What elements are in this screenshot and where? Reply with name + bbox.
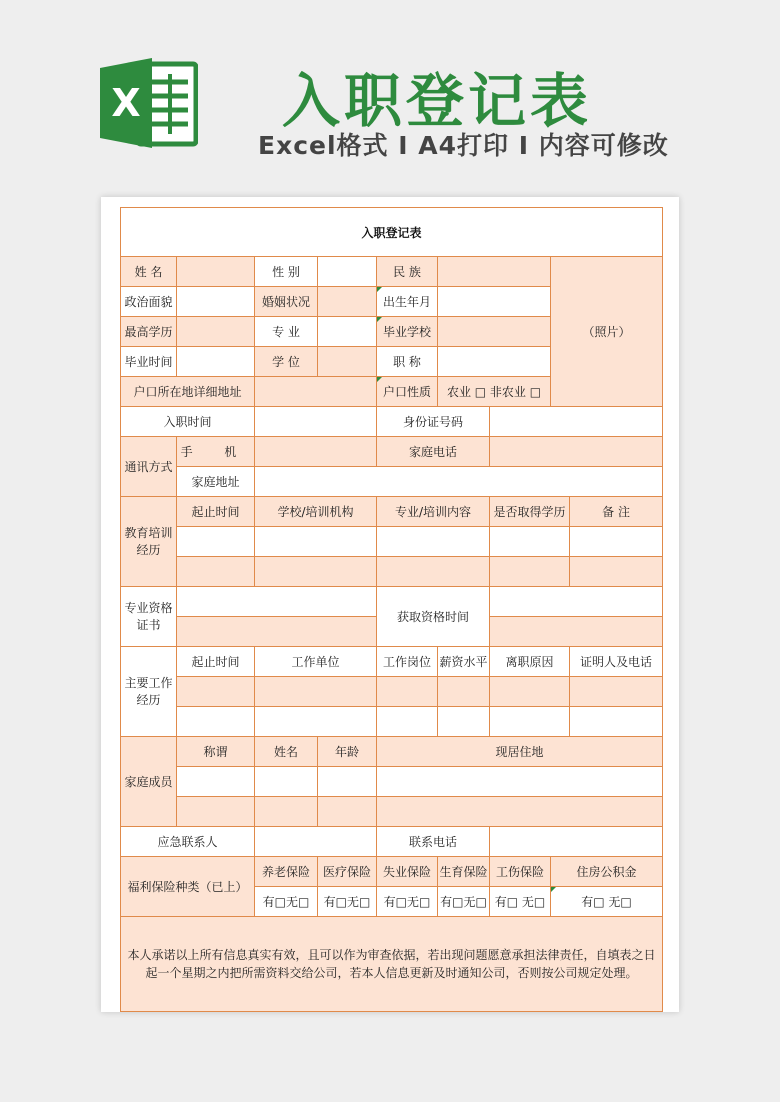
registration-form (120, 207, 663, 1012)
family-cell[interactable] (177, 797, 255, 827)
family-cell[interactable] (177, 767, 255, 797)
work-cell[interactable] (377, 707, 438, 737)
grad-time-field[interactable] (177, 347, 255, 377)
edu-cell[interactable] (255, 527, 377, 557)
grad-time-label: 毕业时间 (121, 347, 177, 377)
gender-label: 性 别 (255, 257, 318, 287)
edu-cell[interactable] (377, 527, 490, 557)
education-field[interactable] (177, 317, 255, 347)
edu-section-label: 教育培训经历 (121, 497, 177, 587)
politics-field[interactable] (177, 287, 255, 317)
degree-field[interactable] (318, 347, 377, 377)
major-label: 专 业 (255, 317, 318, 347)
welfare-pension: 养老保险 (255, 857, 318, 887)
edu-cell[interactable] (570, 527, 663, 557)
welfare-housing-fund: 住房公积金 (551, 857, 663, 887)
politics-label: 政治面貌 (121, 287, 177, 317)
welfare-medical-option[interactable]: 有□无□ (318, 887, 377, 917)
edu-header-remark: 备 注 (570, 497, 663, 527)
education-label: 最高学历 (121, 317, 177, 347)
welfare-unemployment-option[interactable]: 有□无□ (377, 887, 438, 917)
edu-cell[interactable] (570, 557, 663, 587)
work-cell[interactable] (377, 677, 438, 707)
cert-field[interactable] (177, 587, 377, 617)
ethnicity-field[interactable] (438, 257, 551, 287)
work-cell[interactable] (255, 707, 377, 737)
welfare-injury: 工伤保险 (490, 857, 551, 887)
edu-header-period: 起止时间 (177, 497, 255, 527)
work-cell[interactable] (438, 707, 490, 737)
mobile-label: 手 机 (177, 437, 255, 467)
family-cell[interactable] (377, 767, 663, 797)
family-cell[interactable] (255, 767, 318, 797)
family-header-relation: 称谓 (177, 737, 255, 767)
join-date-field[interactable] (255, 407, 377, 437)
name-label: 姓 名 (121, 257, 177, 287)
cert-time-label: 获取资格时间 (377, 587, 490, 647)
home-phone-label: 家庭电话 (377, 437, 490, 467)
degree-label: 学 位 (255, 347, 318, 377)
edu-header-major: 专业/培训内容 (377, 497, 490, 527)
family-section-label: 家庭成员 (121, 737, 177, 827)
marital-field[interactable] (318, 287, 377, 317)
declaration-text: 本人承诺以上所有信息真实有效，且可以作为审查依据，若出现问题愿意承担法律责任，自填表之日起一个星期之内把所需资料交给公司，若本人信息更新及时通知公司，否则按公司规定处理。 (121, 917, 663, 1012)
id-number-label: 身份证号码 (377, 407, 490, 437)
excel-icon (100, 56, 198, 150)
hukou-type-label: 户口性质 (377, 377, 438, 407)
edu-cell[interactable] (177, 527, 255, 557)
home-address-field[interactable] (255, 467, 663, 497)
major-field[interactable] (318, 317, 377, 347)
family-cell[interactable] (318, 797, 377, 827)
excel-logo-letter: X (111, 81, 141, 125)
hukou-address-field[interactable] (255, 377, 377, 407)
work-header-reason: 离职原因 (490, 647, 570, 677)
cert-time-field[interactable] (490, 587, 663, 617)
id-number-field[interactable] (490, 407, 663, 437)
family-cell[interactable] (318, 767, 377, 797)
page-title: 入职登记表 (282, 67, 593, 135)
title-rank-field[interactable] (438, 347, 551, 377)
contact-label: 通讯方式 (121, 437, 177, 497)
welfare-injury-option[interactable]: 有□ 无□ (490, 887, 551, 917)
form-title: 入职登记表 (121, 208, 663, 257)
work-cell[interactable] (177, 677, 255, 707)
birth-field[interactable] (438, 287, 551, 317)
home-phone-field[interactable] (490, 437, 663, 467)
work-cell[interactable] (570, 677, 663, 707)
work-header-reference: 证明人及电话 (570, 647, 663, 677)
work-header-salary: 薪资水平 (438, 647, 490, 677)
family-header-residence: 现居住地 (377, 737, 663, 767)
work-cell[interactable] (438, 677, 490, 707)
emergency-label: 应急联系人 (121, 827, 255, 857)
hukou-type-options[interactable]: 农业 □ 非农业 □ (438, 377, 551, 407)
work-cell[interactable] (490, 707, 570, 737)
welfare-medical: 医疗保险 (318, 857, 377, 887)
photo-box[interactable]: （照片） (551, 257, 663, 407)
welfare-maternity: 生育保险 (438, 857, 490, 887)
work-header-position: 工作岗位 (377, 647, 438, 677)
home-address-label: 家庭地址 (177, 467, 255, 497)
emergency-phone-field[interactable] (490, 827, 663, 857)
edu-cell[interactable] (177, 557, 255, 587)
welfare-pension-option[interactable]: 有□无□ (255, 887, 318, 917)
work-cell[interactable] (490, 677, 570, 707)
welfare-maternity-option[interactable]: 有□无□ (438, 887, 490, 917)
name-field[interactable] (177, 257, 255, 287)
title-rank-label: 职 称 (377, 347, 438, 377)
edu-cell[interactable] (490, 527, 570, 557)
join-date-label: 入职时间 (121, 407, 255, 437)
cert-section-label: 专业资格证书 (121, 587, 177, 647)
family-header-age: 年龄 (318, 737, 377, 767)
work-header-company: 工作单位 (255, 647, 377, 677)
family-header-name: 姓名 (255, 737, 318, 767)
mobile-field[interactable] (255, 437, 377, 467)
welfare-housing-option[interactable]: 有□ 无□ (551, 887, 663, 917)
welfare-unemployment: 失业保险 (377, 857, 438, 887)
page-subtitle: Excel格式 I A4打印 I 内容可修改 (258, 131, 669, 160)
edu-header-school: 学校/培训机构 (255, 497, 377, 527)
edu-cell[interactable] (377, 557, 490, 587)
welfare-label: 福利保险种类（已上） (121, 857, 255, 917)
school-label: 毕业学校 (377, 317, 438, 347)
gender-field[interactable] (318, 257, 377, 287)
family-cell[interactable] (377, 797, 663, 827)
work-section-label: 主要工作经历 (121, 647, 177, 737)
emergency-field[interactable] (255, 827, 377, 857)
cert-field[interactable] (177, 617, 377, 647)
work-cell[interactable] (570, 707, 663, 737)
emergency-phone-label: 联系电话 (377, 827, 490, 857)
work-cell[interactable] (255, 677, 377, 707)
ethnicity-label: 民 族 (377, 257, 438, 287)
family-cell[interactable] (255, 797, 318, 827)
work-header-period: 起止时间 (177, 647, 255, 677)
work-cell[interactable] (177, 707, 255, 737)
edu-header-degree: 是否取得学历 (490, 497, 570, 527)
edu-cell[interactable] (255, 557, 377, 587)
cert-time-field[interactable] (490, 617, 663, 647)
marital-label: 婚姻状况 (255, 287, 318, 317)
school-field[interactable] (438, 317, 551, 347)
hukou-address-label: 户口所在地详细地址 (121, 377, 255, 407)
edu-cell[interactable] (490, 557, 570, 587)
birth-label: 出生年月 (377, 287, 438, 317)
